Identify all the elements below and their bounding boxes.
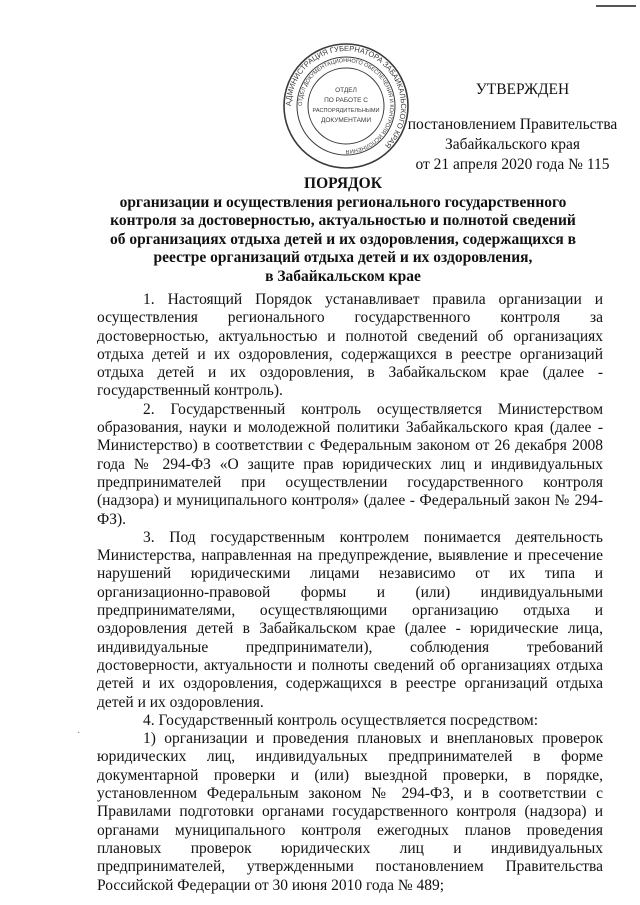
approval-block <box>400 80 625 175</box>
paragraph-3: 3. Под государственным контролем понимается деятельность Министерства, направленная на предупреждение, выявление и пресечение нарушений юридическими лицами независимо от их типа и организационно-правовой формы и (или) индивидуальными предпринимателями, осуществляющими организацию отдыха и оздоровления детей в Забайкальском крае (далее - юридические лица, индивидуальные предприниматели), соблюдения требований достоверности, актуальности и полноты сведений об организациях отдыха детей и их оздоровления, содержащихся в реестре организаций отдыха детей и их оздоровления. <box>97 528 603 711</box>
stamp-center-line-2: ПО РАБОТЕ С <box>324 97 368 104</box>
title-line-3: об организациях отдыха детей и их оздоровления, содержащихся в <box>109 230 577 248</box>
approval-line-3: от 21 апреля 2020 года № 115 <box>415 156 610 173</box>
title-heading: ПОРЯДОК <box>304 175 382 192</box>
document-title <box>108 175 578 286</box>
title-line-4: реестре организаций отдыха детей и их оздоровления, <box>153 249 533 266</box>
margin-dot: · <box>77 728 81 739</box>
title-line-5: в Забайкальском крае <box>265 267 421 285</box>
stamp-inner-ring-text <box>298 58 394 154</box>
stamp-center-line-4: ДОКУМЕНТАМИ <box>320 117 372 124</box>
paragraph-4: 4. Государственный контроль осуществляется посредством: <box>143 711 539 729</box>
stamp-ring-textpath: АДМИНИСТРАЦИЯ ГУБЕРНАТОРА ЗАБАЙКАЛЬСКОГО КРАЯ <box>283 43 409 151</box>
approval-line-2: Забайкальского края <box>444 136 581 153</box>
approval-heading: УТВЕРЖДЕН <box>475 81 570 98</box>
official-stamp <box>282 42 410 170</box>
corner-mark <box>596 5 636 7</box>
document-body <box>97 291 603 895</box>
stamp-inner-textpath: ОТДЕЛ ДОКУМЕНТАЦИОННОГО ОБЕСПЕЧЕНИЯ И КОНТРОЛЯ ИСПОЛНЕНИЯ <box>297 57 395 155</box>
paragraph-4-item-1: 1) организации и проведения плановых и внеплановых проверок юридических лиц, индивидуальных предпринимателей в форме документарной проверки и (или) выездной проверки, в порядке, установленном Федеральным законом № 294-ФЗ, и в соответствии с Правилами подготовки органами государственного контроля (надзора) и органами муниципального контроля ежегодных планов проведения плановых проверок юридических лиц и индивидуальных предпринимателей, утвержденными постановлением Правительства Российской Федерации от 30 июня 2010 года № 489; <box>97 730 603 894</box>
stamp-center-line-3: РАСПОРЯДИТЕЛЬНЫМИ <box>312 108 380 114</box>
approval-line-1: постановлением Правительства <box>407 116 618 133</box>
paragraph-2: 2. Государственный контроль осуществляется Министерством образования, науки и молодежной политики Забайкальского края (далее - Министерство) в соответствии с Федеральным законом от 26 декабря 2008 года № 294-ФЗ «О защите прав юридических лиц и индивидуальных предпринимателей при осуществлении государственного контроля (надзора) и муниципального контроля» (далее - Федеральный закон № 294-ФЗ). <box>97 400 603 528</box>
stamp-center-line-1: ОТДЕЛ <box>335 87 357 94</box>
title-line-2: контроля за достоверностью, актуальностью и полнотой сведений <box>110 212 576 229</box>
title-line-1: организации и осуществления регионального государственного <box>119 193 567 211</box>
paragraph-1: 1. Настоящий Порядок устанавливает правила организации и осуществления регионального государственного контроля за достоверностью, актуальностью и полнотой сведений об организациях отдыха детей и их оздоровления, содержащихся в реестре организаций отдыха детей и их оздоровления, в Забайкальском крае (далее - государственный контроль). <box>97 291 603 400</box>
